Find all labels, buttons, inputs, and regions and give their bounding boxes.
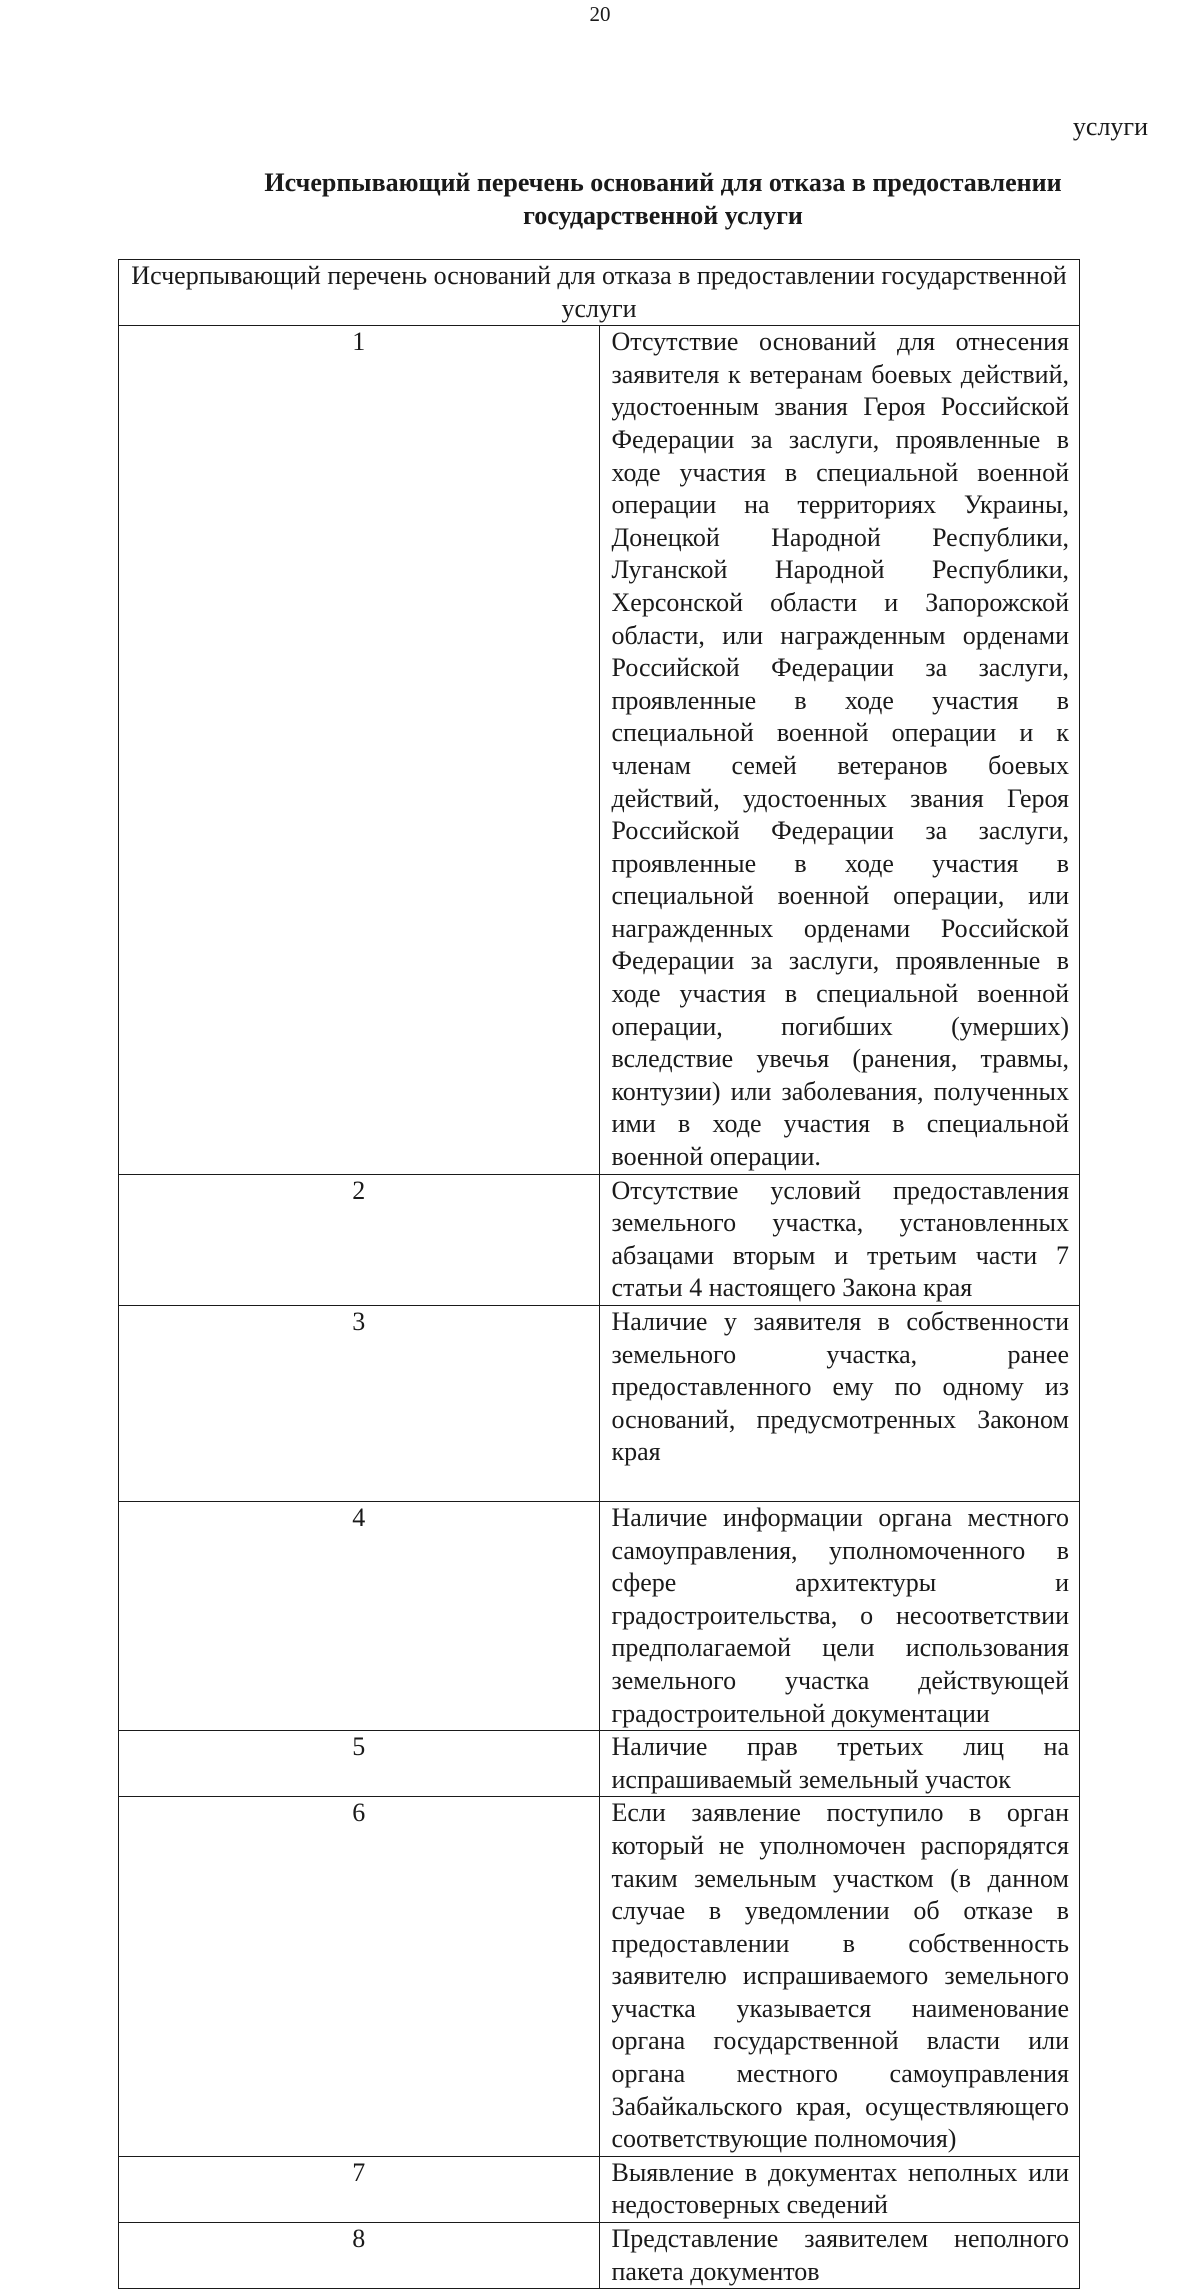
refusal-grounds-table	[118, 259, 1080, 2289]
row-number: 4	[119, 1501, 600, 1730]
table-header-row	[119, 260, 1080, 326]
section-heading-tail: услуги	[1072, 112, 1148, 141]
row-number: 2	[119, 1174, 600, 1305]
table-row	[119, 1501, 1080, 1730]
table-row	[119, 326, 1080, 1174]
row-number: 6	[119, 1797, 600, 2157]
table-row	[119, 1174, 1080, 1305]
table-row	[119, 2156, 1080, 2222]
document-title: Исчерпывающий перечень оснований для отказа в предоставлении государственной услуги	[264, 168, 1062, 230]
table-row	[119, 2223, 1080, 2289]
page-number: 20	[589, 2, 611, 26]
row-text: Представление заявителем неполного пакета документов	[599, 2223, 1080, 2289]
row-text: Отсутствие условий предоставления земельного участка, установленных абзацами вторым и третьим части 7 статьи 4 настоящего Закона края	[599, 1174, 1080, 1305]
row-text: Отсутствие оснований для отнесения заявителя к ветеранам боевых действий, удостоенным звания Героя Российской Федерации за заслуги, проявленные в ходе участия в специальной военной операции на территориях Украины, Донецкой Народной Республики, Луганской Народной Республики, Херсонской области и Запорожской области, или награжденным орденами Российской Федерации за заслуги, проявленные в ходе участия в специальной военной операции и к членам семей ветеранов боевых действий, удостоенных звания Героя Российской Федерации за заслуги, проявленные в ходе участия в специальной военной операции, или награжденных орденами Российской Федерации за заслуги, проявленные в ходе участия в специальной военной операции, погибших (умерших) вследствие увечья (ранения, травмы, контузии) или заболевания, полученных ими в ходе участия в специальной военной операции.	[599, 326, 1080, 1174]
row-text: Если заявление поступило в орган который не уполномочен распорядятся таким земельным участком (в данном случае в уведомлении об отказе в предоставлении в собственность заявителю испрашиваемого земельного участка указывается наименование органа государственной власти или органа местного самоуправления Забайкальского края, осуществляющего соответствующие полномочия)	[599, 1797, 1080, 2157]
table-header-cell: Исчерпывающий перечень оснований для отказа в предоставлении государственной услуги	[119, 260, 1080, 326]
row-text: Наличие информации органа местного самоуправления, уполномоченного в сфере архитектуры и градостроительства, о несоответствии предполагаемой цели использования земельного участка действующей градостроительной документации	[599, 1501, 1080, 1730]
table-row	[119, 1731, 1080, 1797]
row-number: 3	[119, 1306, 600, 1502]
row-text: Выявление в документах неполных или недостоверных сведений	[599, 2156, 1080, 2222]
row-number: 1	[119, 326, 600, 1174]
row-text: Наличие прав третьих лиц на испрашиваемый земельный участок	[599, 1731, 1080, 1797]
row-number: 8	[119, 2223, 600, 2289]
table-row	[119, 1797, 1080, 2157]
row-text: Наличие у заявителя в собственности земельного участка, ранее предоставленного ему по одному из оснований, предусмотренных Законом края	[599, 1306, 1080, 1502]
table-row	[119, 1306, 1080, 1502]
row-number: 5	[119, 1731, 600, 1797]
row-number: 7	[119, 2156, 600, 2222]
